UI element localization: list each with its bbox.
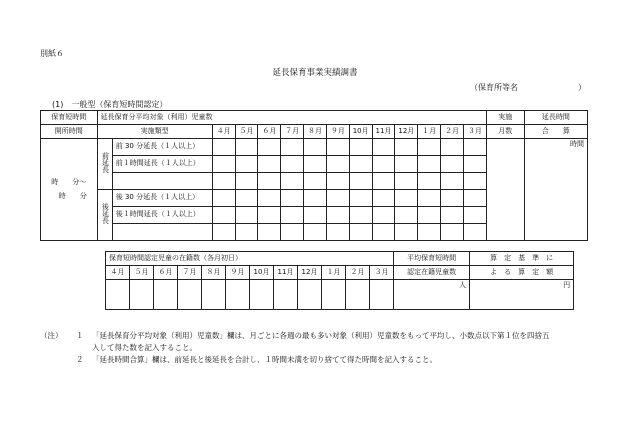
header-hours: 保育短時間 [41, 111, 98, 125]
month-header: ６月 [258, 125, 281, 139]
row-label: 前 30 分延長（１人以上） [112, 139, 212, 156]
facility-name-close: ） [578, 83, 586, 92]
total-hours-cell: 時間 [524, 139, 587, 241]
header-total-2: 合 算 [524, 125, 587, 139]
section-heading: (1) 一般型（保育短時間認定） [52, 100, 168, 109]
header-enrolled: 保育短時間認定児童の在籍数（各月初日） [106, 252, 394, 266]
month-header: ４月 [212, 125, 235, 139]
attachment-label: 別紙６ [40, 49, 64, 58]
facility-name-label: （保育所等名 [470, 83, 518, 92]
month-header: ８月 [202, 266, 226, 280]
note-2-line-1: 「延長時間合算」欄は、前延長と後延長を合計し、１時間未満を切り捨てて得た時間を記入すること。 [92, 355, 437, 364]
month-header: 11月 [372, 125, 395, 139]
extension-table [40, 110, 588, 241]
row-label [112, 173, 212, 190]
row-label: 後 30 分延長（１人以上） [112, 190, 212, 207]
header-type: 実施類型 [97, 125, 212, 139]
note-1-line-1: 「延長保育分平均対象（利用）児童数」欄は、月ごとに各週の最も多い対象（利用）児童数をもって平均し、小数点以下第１位を四捨五 [92, 331, 550, 340]
month-header: ６月 [154, 266, 178, 280]
month-header: 11月 [274, 266, 298, 280]
month-header: ７月 [281, 125, 304, 139]
month-header: ９月 [326, 125, 349, 139]
header-calc-2: よ る 算 定 額 [470, 266, 574, 280]
time-to: 時 分 [58, 191, 87, 200]
month-header: 12月 [395, 125, 418, 139]
header-hours-2: 開所時間 [41, 125, 98, 139]
month-header: ２月 [441, 125, 464, 139]
header-avg-children: 延長保育分平均対象（利用）児童数 [97, 111, 486, 125]
header-avg-enrolled: 平均保育短時間 [394, 252, 470, 266]
group-after: 後延長 [97, 190, 112, 241]
opening-hours-cell [41, 139, 98, 241]
month-header: 12月 [298, 266, 322, 280]
notes-label: （注） [40, 331, 63, 340]
enrollment-table [105, 251, 574, 310]
header-total: 延長時間 [524, 111, 587, 125]
month-header: ３月 [370, 266, 394, 280]
note-2-number: ２ [76, 355, 84, 364]
month-header: １月 [418, 125, 441, 139]
calc-amount-cell: 円 [470, 280, 574, 310]
avg-enrolled-cell: 人 [394, 280, 470, 310]
row-label [112, 224, 212, 241]
note-1-number: １ [76, 331, 84, 340]
month-header: ７月 [178, 266, 202, 280]
time-from: 時 分〜 [51, 177, 87, 186]
document-title: 延長保育事業実績調書 [272, 68, 358, 78]
row-label: 後１時間延長（１人以上） [112, 207, 212, 224]
month-header: ９月 [226, 266, 250, 280]
month-header: ５月 [235, 125, 258, 139]
header-days: 実施 [486, 111, 524, 125]
month-header: １月 [322, 266, 346, 280]
header-avg-enrolled-2: 認定在籍児童数 [394, 266, 470, 280]
month-header: ２月 [346, 266, 370, 280]
month-header: 10月 [349, 125, 372, 139]
month-header: 10月 [250, 266, 274, 280]
days-cell [486, 139, 524, 241]
header-days-2: 月数 [486, 125, 524, 139]
group-before: 前延長 [97, 139, 112, 190]
note-1-line-2: 入して得た数を記入すること。 [92, 343, 197, 352]
month-header: ８月 [304, 125, 327, 139]
month-header: ５月 [130, 266, 154, 280]
month-header: ４月 [106, 266, 130, 280]
row-label: 前１時間延長（１人以上） [112, 156, 212, 173]
header-calc: 算 定 基 準 に [470, 252, 574, 266]
month-header: ３月 [463, 125, 486, 139]
